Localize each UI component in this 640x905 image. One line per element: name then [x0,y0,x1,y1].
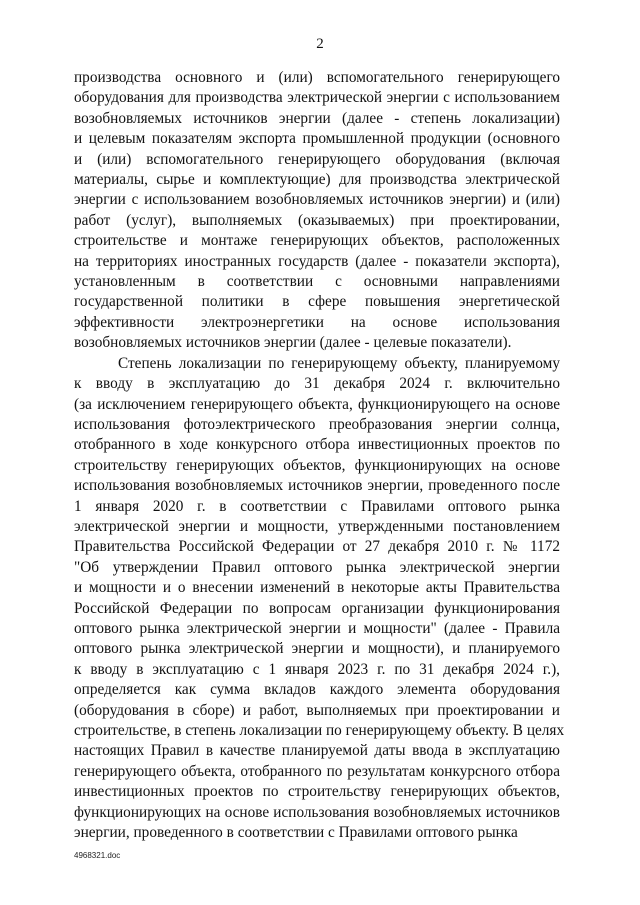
document-body [74,68,565,843]
text-line: использования фотоэлектрического преобразования энергии солнца, [74,415,560,433]
text-line: генерирующего объекта, отобранного по результатам конкурсного отбора [74,762,560,780]
text-line: 1 января 2020 г. в соответствии с Правилами оптового рынка [74,497,560,515]
text-line: возобновляемых источников энергии (далее - степень локализации) [74,109,560,127]
text-line: (за исключением генерирующего объекта, функционирующего на основе [74,395,560,413]
text-line: строительству генерирующих объектов, функционирующих на основе [74,456,560,474]
text-line: и мощности и о внесении изменений в некоторые акты Правительства [74,579,560,597]
text-line: оборудования для производства электрической энергии с использованием [74,89,560,107]
text-line: оптового рынка электрической энергии и мощности), и планируемого [74,640,560,658]
text-line: строительстве, в степень локализации по генерирующему объекту. В целях [74,722,565,739]
text-line: эффективности электроэнергетики на основе использования [74,313,560,331]
text-line: настоящих Правил в качестве планируемой даты ввода в эксплуатацию [74,742,560,760]
text-line: определяется как сумма вкладов каждого элемента оборудования [74,681,560,699]
paragraph [74,354,565,844]
text-line: Степень локализации по генерирующему объекту, планируемому [118,354,560,372]
text-line: возобновляемых источников энергии (далее - целевые показатели). [74,334,512,352]
text-line: материалы, сырье и комплектующие) для производства электрической [74,171,560,189]
paragraph [74,68,560,354]
page-number: 2 [316,36,324,52]
text-line: функционирующих на основе использования возобновляемых источников [74,803,560,821]
file-name-footer: 4968321.doc [74,851,121,860]
text-line: энергии с использованием возобновляемых источников энергии) и (или) [74,191,560,209]
text-line: энергии, проведенного в соответствии с Правилами оптового рынка [74,824,518,842]
text-line: Российской Федерации по вопросам организации функционирования [74,599,560,617]
text-line: к вводу в эксплуатацию с 1 января 2023 г. по 31 декабря 2024 г.), [74,660,560,678]
text-line: на территориях иностранных государств (далее - показатели экспорта), [74,252,560,270]
text-line: производства основного и (или) вспомогательного генерирующего [74,69,560,86]
text-line: государственной политики в сфере повышения энергетической [74,293,560,311]
text-line: и целевым показателям экспорта промышленной продукции (основного [74,130,560,148]
text-line: инвестиционных проектов по строительству генерирующих объектов, [74,783,560,801]
text-line: работ (услуг), выполняемых (оказываемых) при проектировании, [74,211,560,229]
text-line: использования возобновляемых источников энергии, проведенного после [74,477,560,495]
text-line: отобранного в ходе конкурсного отбора инвестиционных проектов по [74,436,560,454]
text-line: к вводу в эксплуатацию до 31 декабря 2024 г. включительно [74,375,560,393]
text-line: оптового рынка электрической энергии и мощности" (далее - Правила [74,619,560,637]
text-line: и (или) вспомогательного генерирующего оборудования (включая [74,150,560,168]
text-line: Правительства Российской Федерации от 27 декабря 2010 г. № 1172 [74,538,560,556]
text-line: (оборудования в сборе) и работ, выполняемых при проектировании и [74,701,560,719]
text-line: установленным в соответствии с основными направлениями [74,273,560,291]
text-line: "Об утверждении Правил оптового рынка электрической энергии [74,558,560,576]
text-line: электрической энергии и мощности, утвержденными постановлением [74,517,560,535]
text-line: строительстве и монтаже генерирующих объектов, расположенных [74,232,560,250]
